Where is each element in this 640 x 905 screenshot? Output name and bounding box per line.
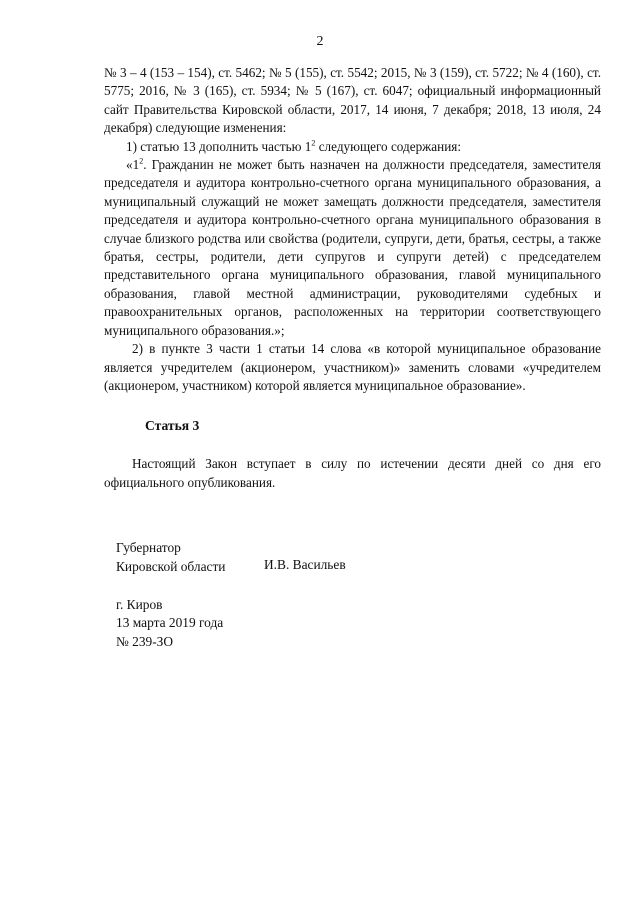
source-references: № 3 – 4 (153 – 154), ст. 5462; № 5 (155), ст. 5542; 2015, № 3 (159), ст. 5722; № 4 (160), ст. 5775; 2016, № 3 (165), ст. 5934; № 5 (167), ст. 6047; официальный информационный сайт Правительства Кировской области, 2017, 14 июня, 7 декабря; 2018, 13 июля, 24 декабря) следующие изменения: (104, 65, 601, 136)
article-3-heading: Статья 3 (145, 418, 200, 433)
amendment-item-1-intro-text: 1) статью 13 дополнить частью 1 (126, 138, 312, 154)
signature-title-line-1: Губернатор (116, 540, 181, 555)
article-3-body (104, 455, 601, 492)
amendment-item-1-intro (104, 138, 601, 156)
amendment-item-1-intro-tail: следующего содержания: (315, 138, 461, 154)
amendments-section (104, 64, 601, 395)
signature-block (116, 539, 225, 576)
place-date-block (116, 596, 223, 651)
article-3-text: Настоящий Закон вступает в силу по истечении десяти дней со дня его официального опубликования. (104, 456, 601, 490)
date: 13 марта 2019 года (116, 615, 224, 631)
signature-title-line-2: Кировской области (116, 558, 226, 574)
page-number: 2 (316, 34, 324, 49)
superscript: 2 (311, 138, 316, 148)
document-number: № 239-ЗО (116, 633, 174, 649)
amendment-item-2: 2) в пункте 3 части 1 статьи 14 слова «в которой муниципальное образование является учредителем (акционером, участником)» заменить словами «учредителем (акционером, участником) которой является муниципальное образование». (104, 341, 601, 393)
signer-name: И.В. Васильев (264, 557, 346, 572)
superscript: 2 (139, 156, 144, 166)
quote-text: . Гражданин не может быть назначен на должности председателя, заместителя председателя и аудитора контрольно-счетного органа муниципального образования, а муниципальный служащий не может замещать должности председателя, заместителя председателя и аудитора контрольно-счетного органа муниципального образования в случае близкого родства или свойства (родители, супруги, дети, братья, сестры, а также братья, сестры, родители, дети супругов и супруги детей) с председателем представительного органа муниципального образования, главой муниципального образования, главой местной администрации, руководителями судебных и правоохранительных органов, расположенных на территории соответствующего муниципального образования.»; (104, 157, 601, 338)
city: г. Киров (116, 597, 163, 612)
quote-open: «1 (126, 157, 140, 173)
amendment-item-1-quote (104, 156, 601, 340)
